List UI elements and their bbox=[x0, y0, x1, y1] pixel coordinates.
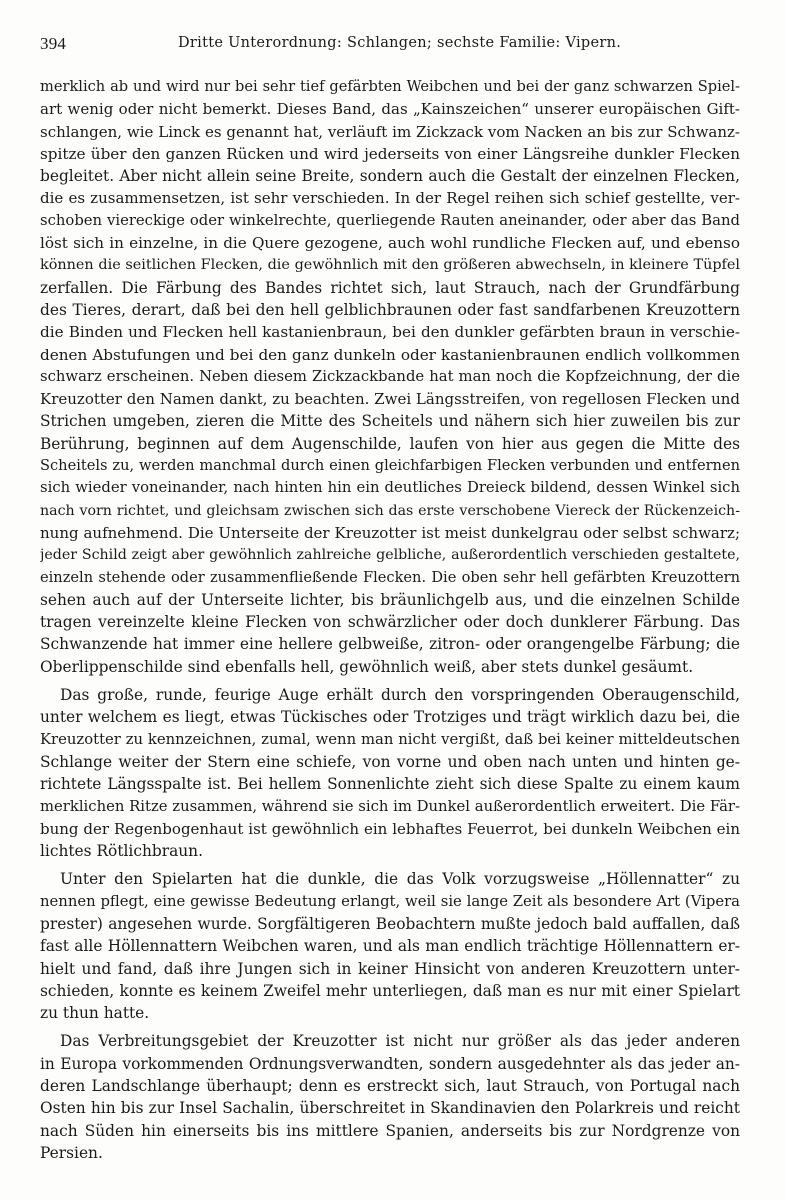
text-line: fast alle Höllennattern Weibchen waren, und als man endlich trächtige Höllennattern er- bbox=[40, 937, 740, 956]
text-line: denen Abstufungen und bei den ganz dunkeln oder kastanienbraunen endlich vollkommen bbox=[40, 345, 740, 364]
text-line: Kreuzotter den Namen dankt, zu beachten. Zwei Längsstreifen, von regellosen Flecken und bbox=[40, 390, 740, 409]
text-line: hielt und fand, daß ihre Jungen sich in keiner Hinsicht von anderen Kreuzottern unter- bbox=[40, 959, 740, 978]
paragraph bbox=[40, 868, 740, 1024]
text-line: Berührung, beginnen auf dem Augenschilde, laufen von hier aus gegen die Mitte des bbox=[40, 434, 740, 453]
text-line: nung aufnehmend. Die Unterseite der Kreuzotter ist meist dunkelgrau oder selbst schwarz; bbox=[40, 523, 740, 542]
text-line: merklichen Ritze zusammen, während sie sich im Dunkel außerordentlich erweitert. Die Fär- bbox=[40, 797, 740, 815]
text-line: bung der Regenbogenhaut ist gewöhnlich ein lebhaftes Feuerrot, bei dunkeln Weibchen ein bbox=[40, 819, 740, 838]
text-line: Schwanzende hat immer eine hellere gelbweiße, zitron- oder orangengelbe Färbung; die bbox=[40, 635, 740, 654]
text-line: Das große, runde, feurige Auge erhält durch den vorspringenden Oberaugenschild, bbox=[60, 686, 740, 705]
text-line: deren Landschlange überhaupt; denn es erstreckt sich, laut Strauch, von Portugal nach bbox=[40, 1077, 740, 1096]
text-line: lichtes Rötlichbraun. bbox=[40, 842, 203, 861]
paragraph bbox=[40, 684, 740, 862]
text-line: schwarz erscheinen. Neben diesem Zickzackbande hat man noch die Kopfzeichnung, der die bbox=[40, 367, 740, 385]
page-number: 394 bbox=[40, 34, 67, 53]
text-line: Osten hin bis zur Insel Sachalin, überschreitet in Skandinavien den Polarkreis und reicht bbox=[40, 1099, 740, 1118]
text-line: sich wieder voneinander, nach hinten hin ein deutliches Dreieck bildend, dessen Winkel sich bbox=[40, 479, 740, 497]
text-line: löst sich in einzelne, in die Quere gezogene, auch wohl rundliche Flecken auf, und ebenso bbox=[40, 234, 740, 253]
text-line: Strichen umgeben, zieren die Mitte des Scheitels und nähern sich hier zuweilen bis zur bbox=[40, 412, 740, 431]
paragraph bbox=[40, 76, 740, 678]
text-line: schlangen, wie Linck es genannt hat, verläuft im Zickzack vom Nacken an bis zur Schwanz- bbox=[40, 122, 740, 141]
text-line: Persien. bbox=[40, 1143, 103, 1162]
text-line: Das Verbreitungsgebiet der Kreuzotter ist nicht nur größer als das jeder anderen bbox=[60, 1032, 740, 1051]
text-line: Oberlippenschilde sind ebenfalls hell, gewöhnlich weiß, aber stets dunkel gesäumt. bbox=[40, 657, 694, 676]
text-line: einzeln stehende oder zusammenfließende Flecken. Die oben sehr hell gefärbten Kreuzottern bbox=[40, 568, 740, 586]
text-line: nach vorn richtet, und gleichsam zwischen sich das erste verschobene Viereck der Rückenzeich- bbox=[40, 502, 740, 519]
text-line: des Tieres, derart, daß bei den hell gelblichbraunen oder fast sandfarbenen Kreuzottern bbox=[40, 300, 740, 319]
text-line: die Binden und Flecken hell kastanienbraun, bei den dunkler gefärbten braun in verschie- bbox=[40, 323, 740, 342]
text-line: nennen pflegt, eine gewisse Bedeutung erlangt, weil sie lange Zeit als besondere Art (Vipera bbox=[40, 892, 740, 910]
text-line: merklich ab und wird nur bei sehr tief gefärbten Weibchen und bei der ganz schwarzen Spiel- bbox=[40, 78, 740, 95]
text-line: richtete Längsspalte ist. Bei hellem Sonnenlichte zieht sich diese Spalte zu einem kaum bbox=[40, 775, 740, 794]
running-head: Dritte Unterordnung: Schlangen; sechste Familie: Vipern. bbox=[178, 35, 622, 51]
text-line: Schlange weiter der Stern eine schiefe, von vorne und oben nach unten und hinten ge- bbox=[40, 752, 740, 771]
text-line: Unter den Spielarten hat die dunkle, die das Volk vorzugsweise „Höllennatter“ zu bbox=[60, 870, 740, 889]
text-line: Scheitels zu, werden manchmal durch einen gleichfarbigen Flecken verbunden und entfernen bbox=[40, 457, 740, 475]
text-line: die es zusammensetzen, ist sehr verschieden. In der Regel reihen sich schief gestellte, ver- bbox=[40, 189, 740, 208]
text-line: jeder Schild zeigt aber gewöhnlich zahlreiche gelbliche, außerordentlich verschieden gestaltete, bbox=[40, 547, 740, 564]
text-line: unter welchem es liegt, etwas Tückisches oder Trotziges und trägt wirklich dazu bei, die bbox=[40, 708, 740, 727]
text-line: können die seitlichen Flecken, die gewöhnlich mit den größeren abwechseln, in kleinere Tüpfel bbox=[40, 257, 740, 274]
text-line: zu thun hatte. bbox=[40, 1004, 150, 1023]
body-text bbox=[40, 76, 740, 1164]
page-header bbox=[40, 34, 745, 60]
text-line: tragen vereinzelte kleine Flecken von schwärzlicher oder doch dunklerer Färbung. Das bbox=[40, 613, 740, 632]
text-line: schoben viereckige oder winkelrechte, querliegende Rauten aneinander, oder aber das Band bbox=[40, 211, 740, 229]
text-line: schieden, konnte es keinem Zweifel mehr unterliegen, daß man es nur mit einer Spielart bbox=[40, 981, 740, 1000]
text-line: begleitet. Aber nicht allein seine Breite, sondern auch die Gestalt der einzelnen Flecken, bbox=[40, 167, 740, 186]
text-line: spitze über den ganzen Rücken und wird jederseits von einer Längsreihe dunkler Flecken bbox=[40, 144, 740, 163]
text-line: prester) angesehen wurde. Sorgfältigeren Beobachtern mußte jedoch bald auffallen, daß bbox=[40, 914, 740, 933]
text-line: Kreuzotter zu kennzeichnen, zumal, wenn man nicht vergißt, daß bei keiner mitteldeutschen bbox=[40, 730, 740, 748]
text-line: zerfallen. Die Färbung des Bandes richtet sich, laut Strauch, nach der Grundfärbung bbox=[40, 278, 740, 297]
text-line: nach Süden hin einerseits bis ins mittlere Spanien, anderseits bis zur Nordgrenze von bbox=[40, 1121, 740, 1140]
paragraph bbox=[40, 1030, 740, 1164]
text-line: sehen auch auf der Unterseite lichter, bis bräunlichgelb aus, und die einzelnen Schilde bbox=[40, 590, 740, 609]
text-line: art wenig oder nicht bemerkt. Dieses Band, das „Kainszeichen“ unserer europäischen Gift- bbox=[40, 100, 740, 119]
text-line: in Europa vorkommenden Ordnungsverwandten, sondern ausgedehnter als das jeder an- bbox=[40, 1054, 740, 1073]
